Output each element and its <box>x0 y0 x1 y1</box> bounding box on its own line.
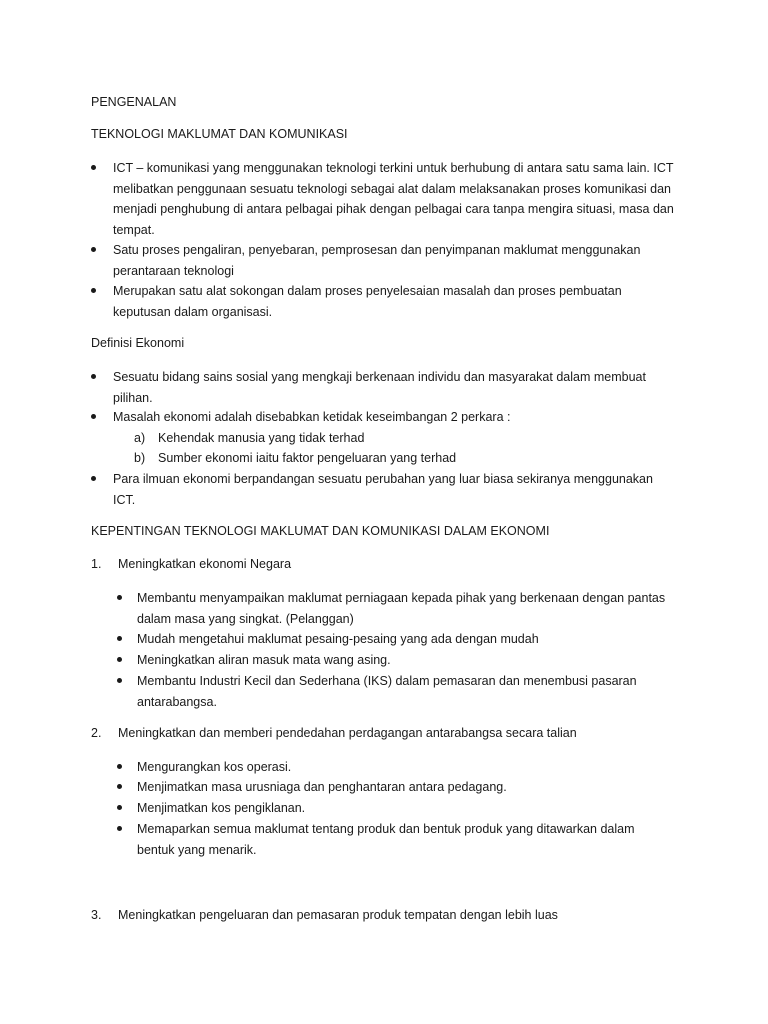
text-line: tempat. <box>113 222 155 237</box>
bullet-icon <box>91 288 99 296</box>
bullet-icon <box>117 595 125 603</box>
bullet-icon <box>117 805 125 813</box>
text-line: bentuk yang menarik. <box>137 842 257 857</box>
bullet-icon <box>117 764 125 772</box>
text-line: Satu proses pengaliran, penyebaran, pemprosesan dan penyimpanan maklumat menggunakan <box>113 243 641 257</box>
sub-text: Kehendak manusia yang tidak terhad <box>158 431 365 445</box>
text-line: Merupakan satu alat sokongan dalam proses penyelesaian masalah dan proses pembuatan <box>113 284 622 298</box>
text-line: menjadi penghubung di antara pelbagai pihak dengan pelbagai cara tanpa mengira situasi, masa dan <box>113 202 674 216</box>
section-number: 2. <box>91 726 102 740</box>
section-title: Meningkatkan dan memberi pendedahan perdagangan antarabangsa secara talian <box>118 726 577 740</box>
text-line: pilihan. <box>113 390 153 405</box>
sub-label: a) <box>134 431 146 445</box>
heading-kepentingan: KEPENTINGAN TEKNOLOGI MAKLUMAT DAN KOMUNIKASI DALAM EKONOMI <box>91 524 550 538</box>
section-title: Meningkatkan ekonomi Negara <box>118 557 292 571</box>
text-line: antarabangsa. <box>137 694 217 709</box>
bullet-icon <box>117 826 125 834</box>
heading-pengenalan: PENGENALAN <box>91 95 177 109</box>
text-line: Menjimatkan masa urusniaga dan penghantaran antara pedagang. <box>137 780 507 794</box>
heading-definisi-ekonomi: Definisi Ekonomi <box>91 336 185 350</box>
bullet-icon <box>91 247 99 255</box>
text-line: perantaraan teknologi <box>113 263 234 278</box>
sub-label: b) <box>134 451 146 465</box>
text-line: melibatkan penggunaan sesuatu teknologi sebagai alat dalam melaksanakan proses komunikasi dan <box>113 181 672 196</box>
bullet-icon <box>117 678 125 686</box>
sub-text: Sumber ekonomi iaitu faktor pengeluaran yang terhad <box>158 451 457 465</box>
bullet-icon <box>91 374 99 382</box>
text-line: Membantu menyampaikan maklumat perniagaan kepada pihak yang berkenaan dengan pantas <box>137 591 666 605</box>
text-line: Memaparkan semua maklumat tentang produk dan bentuk produk yang ditawarkan dalam <box>137 822 635 836</box>
section-number: 1. <box>91 557 102 571</box>
bullet-icon <box>91 414 99 422</box>
text-line: Para ilmuan ekonomi berpandangan sesuatu perubahan yang luar biasa sekiranya menggunakan <box>113 472 653 486</box>
heading-tmk: TEKNOLOGI MAKLUMAT DAN KOMUNIKASI <box>91 127 348 141</box>
text-line: Membantu Industri Kecil dan Sederhana (IKS) dalam pemasaran dan menembusi pasaran <box>137 674 637 688</box>
text-line: ICT. <box>113 492 136 507</box>
text-line: Mengurangkan kos operasi. <box>137 760 292 774</box>
section-number: 3. <box>91 908 102 922</box>
section-title: Meningkatkan pengeluaran dan pemasaran produk tempatan dengan lebih luas <box>118 908 558 922</box>
text-line: keputusan dalam organisasi. <box>113 304 273 319</box>
text-line: Sesuatu bidang sains sosial yang mengkaji berkenaan individu dan masyarakat dalam membuat <box>113 370 646 384</box>
bullet-icon <box>117 784 125 792</box>
bullet-icon <box>117 636 125 644</box>
bullet-icon <box>91 165 99 173</box>
text-line: Meningkatkan aliran masuk mata wang asing. <box>137 653 391 667</box>
bullet-icon <box>117 657 125 665</box>
bullet-icon <box>91 476 99 484</box>
text-line: Menjimatkan kos pengiklanan. <box>137 801 306 815</box>
text-line: dalam masa yang singkat. (Pelanggan) <box>137 611 354 626</box>
text-line: ICT – komunikasi yang menggunakan teknologi terkini untuk berhubung di antara satu sama lain. ICT <box>113 161 674 175</box>
text-line: Mudah mengetahui maklumat pesaing-pesaing yang ada dengan mudah <box>137 632 539 646</box>
text-line: Masalah ekonomi adalah disebabkan ketidak keseimbangan 2 perkara : <box>113 410 511 424</box>
